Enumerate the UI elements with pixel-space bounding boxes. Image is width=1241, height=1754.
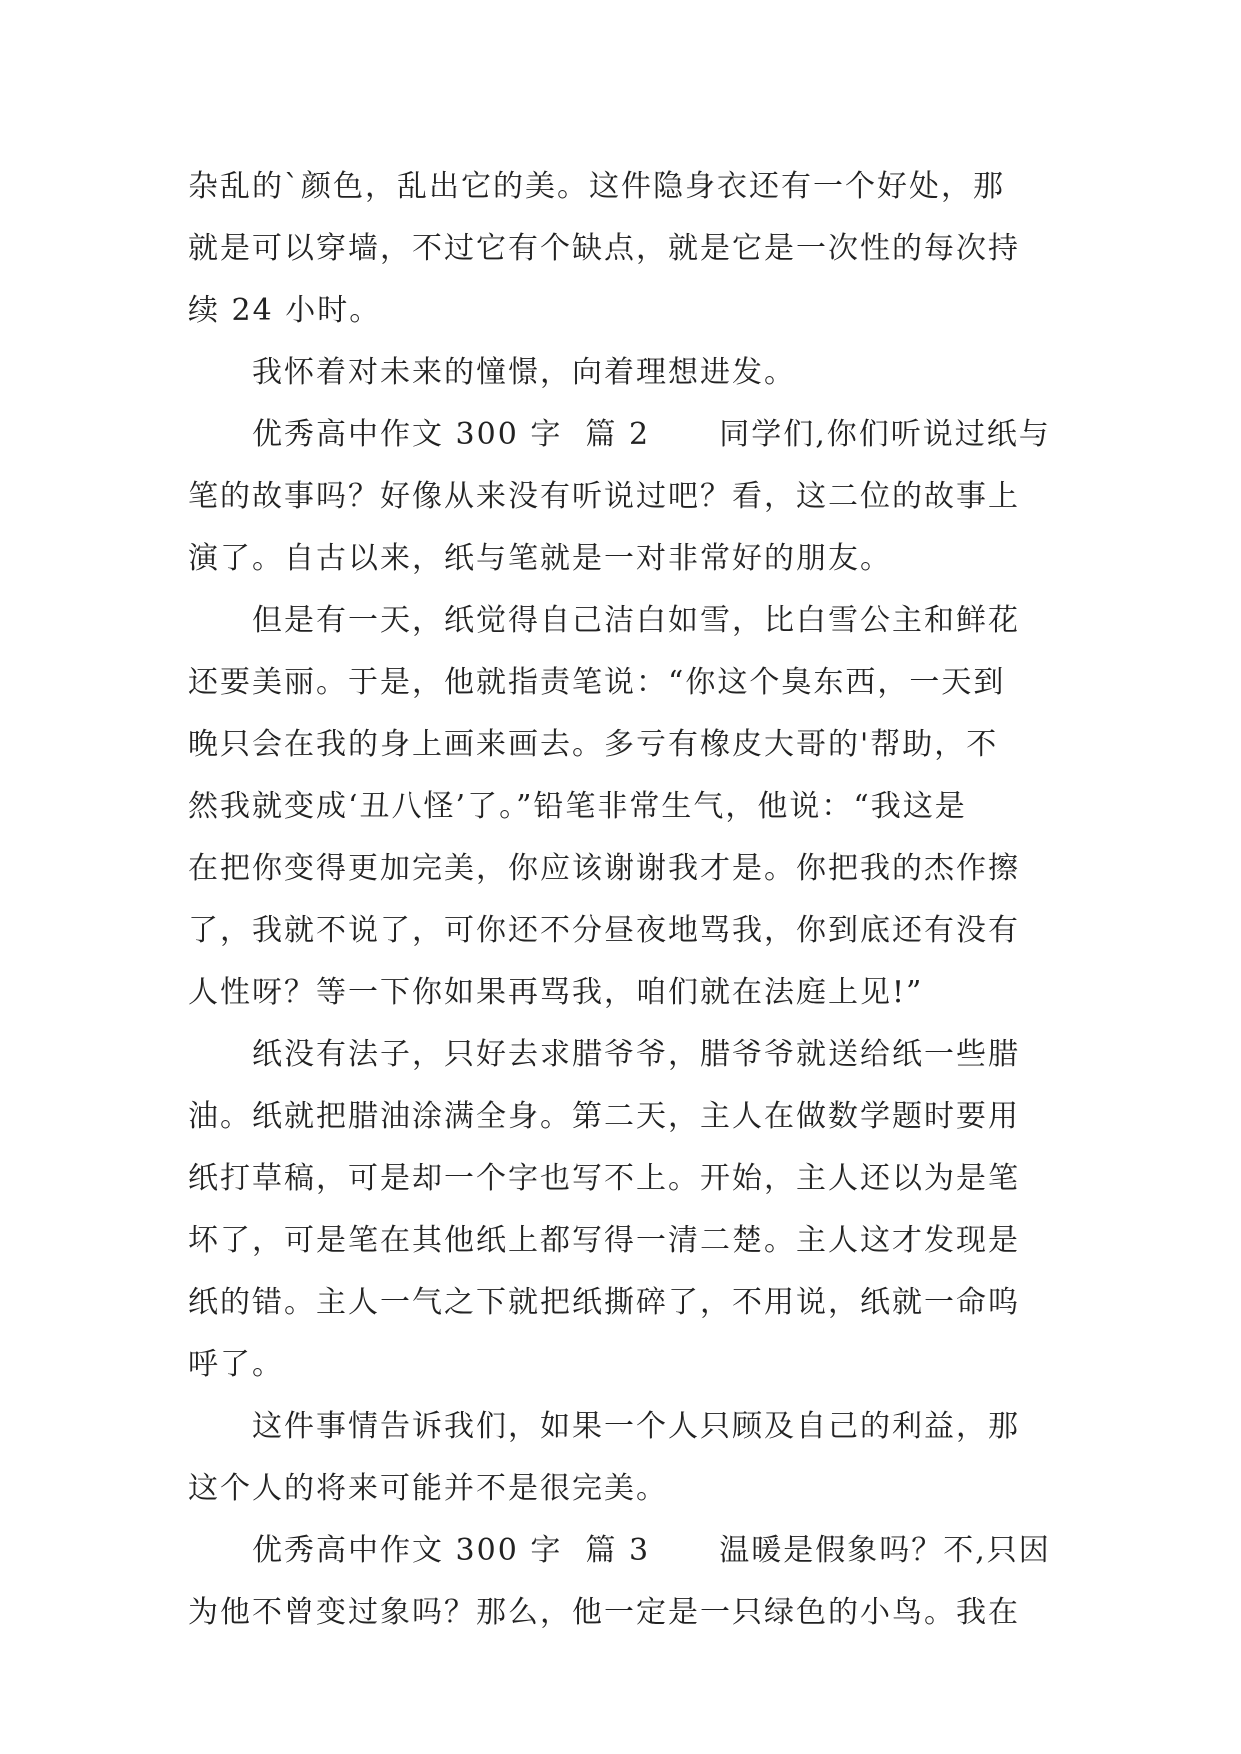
text-line: 笔的故事吗？好像从来没有听说过吧？看，这二位的故事上 (188, 479, 1020, 514)
text-line: 演了。自古以来，纸与笔就是一对非常好的朋友。 (188, 541, 892, 576)
section-heading-line: 优秀高中作文 300 字 篇 3 温暖是假象吗？不,只因 (252, 1533, 1051, 1568)
text-line: 然我就变成‘丑八怪’了。”铅笔非常生气，他说：“我这是 (188, 789, 967, 824)
text-line: 坏了，可是笔在其他纸上都写得一清二楚。主人这才发现是 (188, 1223, 1020, 1258)
text-line: 了，我就不说了，可你还不分昼夜地骂我，你到底还有没有 (188, 913, 1020, 948)
text-line: 在把你变得更加完美，你应该谢谢我才是。你把我的杰作擦 (188, 851, 1020, 886)
text-line: 为他不曾变过象吗？那么，他一定是一只绿色的小鸟。我在 (188, 1595, 1020, 1630)
text-line: 续 24 小时。 (188, 293, 382, 328)
text-line: 就是可以穿墙，不过它有个缺点，就是它是一次性的每次持 (188, 231, 1020, 266)
paragraph-start-line: 但是有一天，纸觉得自己洁白如雪，比白雪公主和鲜花 (252, 603, 1020, 638)
text-line: 纸的错。主人一气之下就把纸撕碎了，不用说，纸就一命呜 (188, 1285, 1020, 1320)
text-line: 纸打草稿，可是却一个字也写不上。开始，主人还以为是笔 (188, 1161, 1020, 1196)
document-body (188, 156, 1058, 1644)
paragraph-start-line: 我怀着对未来的憧憬，向着理想进发。 (252, 355, 796, 390)
text-line: 杂乱的`颜色，乱出它的美。这件隐身衣还有一个好处，那 (188, 169, 1005, 204)
section-heading-line: 优秀高中作文 300 字 篇 2 同学们,你们听说过纸与 (252, 417, 1051, 452)
text-line: 呼了。 (188, 1347, 284, 1382)
text-line: 这个人的将来可能并不是很完美。 (188, 1471, 668, 1506)
paragraph-start-line: 这件事情告诉我们，如果一个人只顾及自己的利益，那 (252, 1409, 1020, 1444)
text-line: 人性呀？等一下你如果再骂我，咱们就在法庭上见!” (188, 975, 924, 1010)
paragraph-start-line: 纸没有法子，只好去求腊爷爷，腊爷爷就送给纸一些腊 (252, 1037, 1020, 1072)
text-line: 油。纸就把腊油涂满全身。第二天，主人在做数学题时要用 (188, 1099, 1020, 1134)
text-line: 晚只会在我的身上画来画去。多亏有橡皮大哥的'帮助，不 (188, 727, 999, 762)
text-line: 还要美丽。于是，他就指责笔说：“你这个臭东西，一天到 (188, 665, 1006, 700)
